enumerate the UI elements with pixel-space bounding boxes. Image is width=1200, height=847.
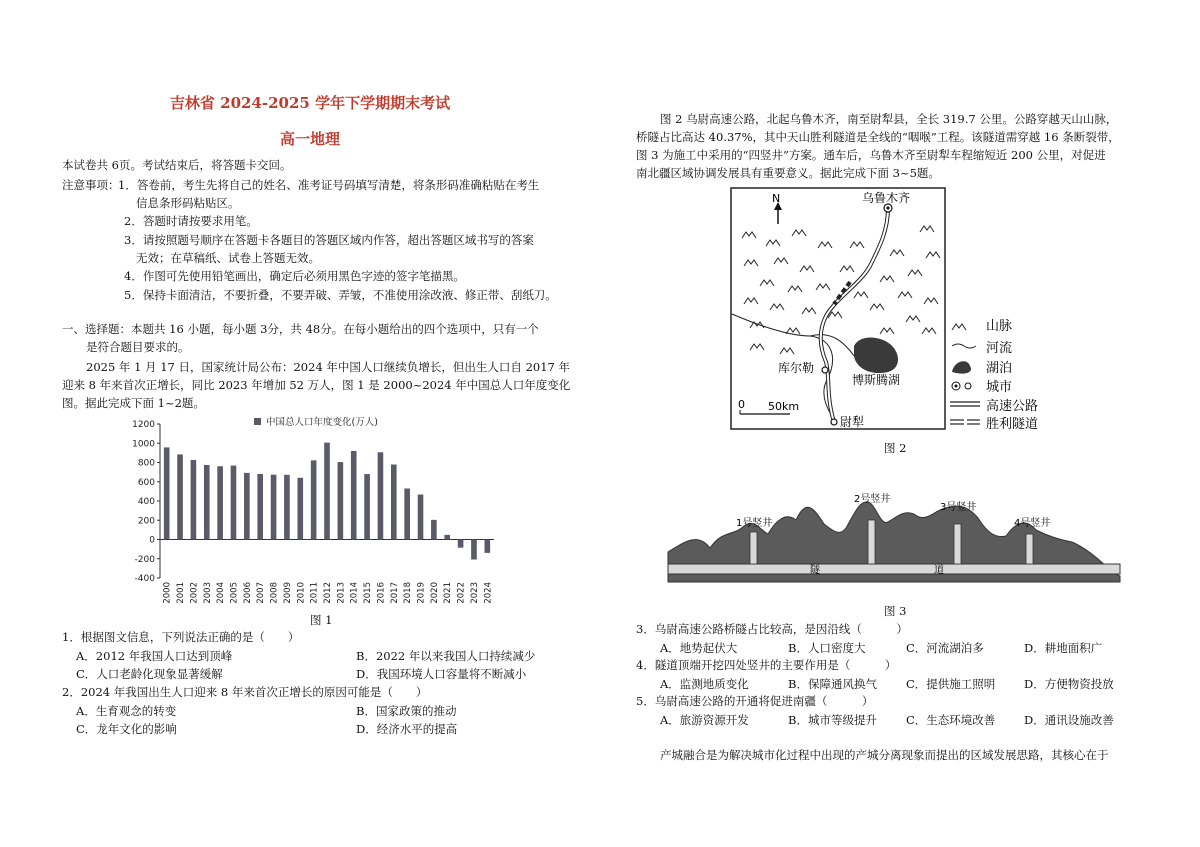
- shaft-4: [1026, 534, 1033, 564]
- bar-2021: [444, 535, 450, 540]
- map-frame: [731, 188, 945, 429]
- map-legend: [950, 319, 1038, 432]
- legend-city: 城市: [986, 380, 1013, 395]
- q1-option-d[interactable]: D．我国环境人口容量将不断减小: [356, 667, 527, 681]
- x-tick-label: 2014: [349, 582, 360, 604]
- route-map: [730, 186, 1060, 432]
- bar-2006: [244, 473, 250, 540]
- legend-river: 河流: [986, 341, 1013, 356]
- legend-swatch: [254, 418, 261, 425]
- x-tick-label: 2005: [229, 582, 240, 604]
- bar-2008: [271, 475, 277, 540]
- shaft-2-label: 2号竖井: [854, 494, 891, 505]
- y-tick-label: 400: [137, 497, 155, 507]
- passage1-line3: 图。据此完成下面 1~2题。: [62, 396, 205, 410]
- fig1-caption: 图 1: [310, 613, 333, 627]
- bar-2023: [471, 540, 477, 560]
- north-label: N: [772, 192, 781, 205]
- label-urumqi: 乌鲁木齐: [862, 191, 911, 205]
- q3-option-b[interactable]: B．人口密度大: [788, 641, 866, 655]
- x-tick-label: 2009: [282, 582, 293, 604]
- legend-label: 中国总人口年度变化(万人): [266, 417, 378, 428]
- x-tick-label: 2004: [216, 582, 227, 604]
- x-tick-label: 2011: [309, 582, 320, 604]
- bar-2016: [378, 452, 384, 539]
- bar-2019: [418, 495, 424, 540]
- bar-2024: [485, 540, 491, 553]
- scale-zero: 0: [738, 398, 745, 411]
- note-3: 3．请按照题号顺序在答题卡各题目的答题区域内作答，超出答题区域书写的答案: [124, 233, 534, 247]
- note-2: 2．答题时请按要求用笔。: [124, 214, 258, 228]
- x-tick-label: 2017: [389, 582, 400, 604]
- notes-label: 注意事项：: [62, 178, 120, 192]
- x-tick-label: 2010: [296, 582, 307, 604]
- passage1-line1: 2025 年 1 月 17 日，国家统计局公布：2024 年中国人口继续负增长，但出生人口自 2017 年: [86, 360, 570, 374]
- note-4: 4．作图可先使用铅笔画出，确定后必须用黑色字迹的签字笔描黑。: [124, 269, 465, 283]
- label-korla: 库尔勒: [778, 361, 815, 375]
- bar-2002: [191, 460, 197, 540]
- bar-2022: [458, 540, 464, 548]
- q5-option-a[interactable]: A．旅游资源开发: [660, 713, 749, 727]
- q1-option-a[interactable]: A．2012 年我国人口达到顶峰: [76, 649, 233, 663]
- shaft-1: [750, 532, 757, 564]
- exam-title: 吉林省 2024-2025 学年下学期期末考试: [169, 94, 451, 112]
- label-bosten-lake: 博斯腾湖: [852, 373, 901, 387]
- city-yuli-icon: [831, 419, 837, 425]
- section1-heading-cont: 是符合题目要求的。: [86, 340, 190, 354]
- exam-subject: 高一地理: [279, 130, 340, 148]
- bar-2011: [311, 460, 317, 539]
- bar-2000: [164, 447, 170, 539]
- bar-2010: [297, 478, 303, 540]
- scale-distance: 50km: [768, 400, 800, 413]
- y-tick-label: 1200: [132, 420, 155, 430]
- x-tick-label: 2002: [189, 582, 200, 604]
- x-tick-label: 2012: [323, 582, 333, 604]
- q2-option-a[interactable]: A．生育观念的转变: [76, 704, 177, 718]
- bar-2013: [338, 462, 344, 539]
- x-tick-label: 2016: [376, 582, 387, 604]
- x-tick-label: 2015: [363, 582, 374, 604]
- note-1: 1．答卷前，考生先将自己的姓名、准考证号码填写清楚，将条形码准确粘贴在考生: [118, 178, 540, 192]
- x-tick-label: 2020: [429, 582, 440, 604]
- x-tick-label: 2019: [416, 582, 427, 604]
- y-tick-label: 200: [137, 516, 155, 527]
- legend-lake-icon: [952, 361, 971, 373]
- q3-option-d[interactable]: D．耕地面积广: [1024, 641, 1103, 655]
- bar-2014: [351, 451, 357, 540]
- y-tick-label: 1000: [132, 439, 155, 450]
- passage2-line2: 桥隧占比高达 40.37%，其中天山胜利隧道是全线的“咽喉”工程。该隧道需穿越 16 条断裂带，: [636, 130, 1120, 144]
- bar-2004: [217, 466, 223, 539]
- y-tick-label: 600: [137, 477, 155, 488]
- tunnel-bore: [668, 564, 1120, 574]
- x-tick-label: 2018: [403, 582, 414, 604]
- q2-option-b[interactable]: B．国家政策的推动: [356, 704, 457, 718]
- bar-2009: [284, 475, 290, 540]
- x-tick-label: 2003: [202, 582, 213, 604]
- bar-2003: [204, 465, 210, 539]
- bar-2018: [404, 488, 410, 539]
- x-tick-label: 2024: [483, 582, 494, 604]
- passage1-line2: 迎来 8 年来首次正增长，同比 2023 年增加 52 万人，图 1 是 2000~2024 年中国总人口年度变化: [62, 378, 571, 392]
- y-tick-label: 0: [149, 535, 155, 546]
- q4-option-d[interactable]: D．方便物资投放: [1024, 677, 1114, 691]
- q4-option-a[interactable]: A．监测地质变化: [660, 677, 749, 691]
- q5-option-d[interactable]: D．通讯设施改善: [1024, 713, 1114, 727]
- population-change-chart: [124, 410, 504, 610]
- legend-lake: 湖泊: [986, 361, 1013, 376]
- q5-option-b[interactable]: B．城市等级提升: [788, 713, 877, 727]
- shaft-2: [868, 520, 875, 564]
- tunnel-profile: [664, 490, 1124, 590]
- legend-mountain: 山脉: [986, 319, 1013, 334]
- q2-option-d[interactable]: D．经济水平的提高: [356, 722, 458, 736]
- q5-stem: 5．乌尉高速公路的开通将促进南疆（ ）: [636, 694, 874, 708]
- bar-2020: [431, 520, 437, 540]
- section1-heading: 一、选择题：本题共 16 小题，每小题 3分，共 48分。在每小题给出的四个选项中，只有一个: [62, 322, 539, 336]
- bar-2017: [391, 465, 397, 540]
- bar-2007: [257, 474, 263, 540]
- legend-highway: 高速公路: [986, 399, 1039, 414]
- tunnel-label-1: 隧: [810, 565, 820, 576]
- label-yuli: 尉犁: [840, 415, 865, 429]
- bar-2015: [364, 474, 370, 539]
- note-5: 5．保持卡面清洁，不要折叠，不要弄破、弄皱，不准使用涂改液、修正带、刮纸刀。: [124, 288, 557, 302]
- q1-stem: 1．根据图文信息，下列说法正确的是（ ）: [62, 630, 300, 644]
- x-tick-label: 2021: [443, 582, 454, 604]
- q2-option-c[interactable]: C．龙年文化的影响: [76, 722, 177, 736]
- legend-tunnel: 胜利隧道: [986, 417, 1039, 432]
- q3-option-a[interactable]: A．地势起伏大: [660, 641, 738, 655]
- x-tick-label: 2006: [242, 582, 253, 604]
- bar-2001: [177, 454, 183, 539]
- y-tick-label: -400: [134, 574, 155, 584]
- legend-river-icon: [952, 344, 976, 348]
- passage2-line3: 图 3 为施工中采用的“四竖井”方案。通车后，乌鲁木齐至尉犁车程缩短近 200 公里，对促进: [636, 148, 1106, 162]
- city-korla-icon: [822, 367, 828, 373]
- q1-option-b[interactable]: B．2022 年以来我国人口持续减少: [356, 649, 536, 663]
- bar-2005: [231, 466, 237, 540]
- shaft-3-label: 3号竖井: [940, 502, 977, 513]
- q3-stem: 3．乌尉高速公路桥隧占比较高，是因沿线（ ）: [636, 622, 908, 636]
- intro-text: 本试卷共 6页。考试结束后，将答题卡交回。: [62, 158, 292, 172]
- passage2-line4: 南北疆区域协调发展具有重要意义。据此完成下面 3~5题。: [636, 166, 940, 180]
- fig3-caption: 图 3: [884, 604, 907, 618]
- shaft-1-label: 1号竖井: [736, 518, 773, 529]
- passage2-line1: 图 2 乌尉高速公路，北起乌鲁木齐，南至尉犁县，全长 319.7 公里。公路穿越天山山脉，: [660, 112, 1118, 126]
- y-tick-label: 800: [137, 458, 155, 469]
- x-tick-label: 2013: [336, 582, 347, 604]
- legend-mountain-icon: [952, 324, 966, 330]
- shaft-3: [954, 524, 961, 564]
- x-tick-label: 2000: [162, 582, 173, 604]
- x-tick-label: 2001: [176, 582, 187, 604]
- q4-option-c[interactable]: C．提供施工照明: [906, 677, 996, 691]
- q3-option-c[interactable]: C．河流湖泊多: [906, 641, 984, 655]
- note-1-cont: 信息条形码粘贴区。: [136, 196, 240, 210]
- tunnel-label-2: 道: [934, 565, 944, 576]
- note-3-cont: 无效；在草稿纸、试卷上答题无效。: [136, 251, 320, 265]
- y-tick-label: -200: [134, 554, 155, 565]
- q1-option-c[interactable]: C．人口老龄化现象显著缓解: [76, 667, 223, 681]
- x-tick-label: 2008: [269, 582, 280, 604]
- q4-stem: 4．隧道顶端开挖四处竖井的主要作用是（ ）: [636, 658, 897, 672]
- q5-option-c[interactable]: C．生态环境改善: [906, 713, 996, 727]
- x-tick-label: 2007: [256, 582, 267, 604]
- shaft-4-label: 4号竖井: [1014, 518, 1051, 529]
- q4-option-b[interactable]: B．保障通风换气: [788, 677, 877, 691]
- bar-2012: [324, 443, 330, 540]
- passage3-line1: 产城融合是为解决城市化过程中出现的产城分离现象而提出的区域发展思路，其核心在于: [660, 748, 1109, 762]
- x-tick-label: 2023: [469, 582, 480, 604]
- fig2-caption: 图 2: [884, 441, 907, 455]
- x-tick-label: 2022: [456, 582, 467, 604]
- q2-stem: 2．2024 年我国出生人口迎来 8 年来首次正增长的原因可能是（ ）: [62, 685, 428, 699]
